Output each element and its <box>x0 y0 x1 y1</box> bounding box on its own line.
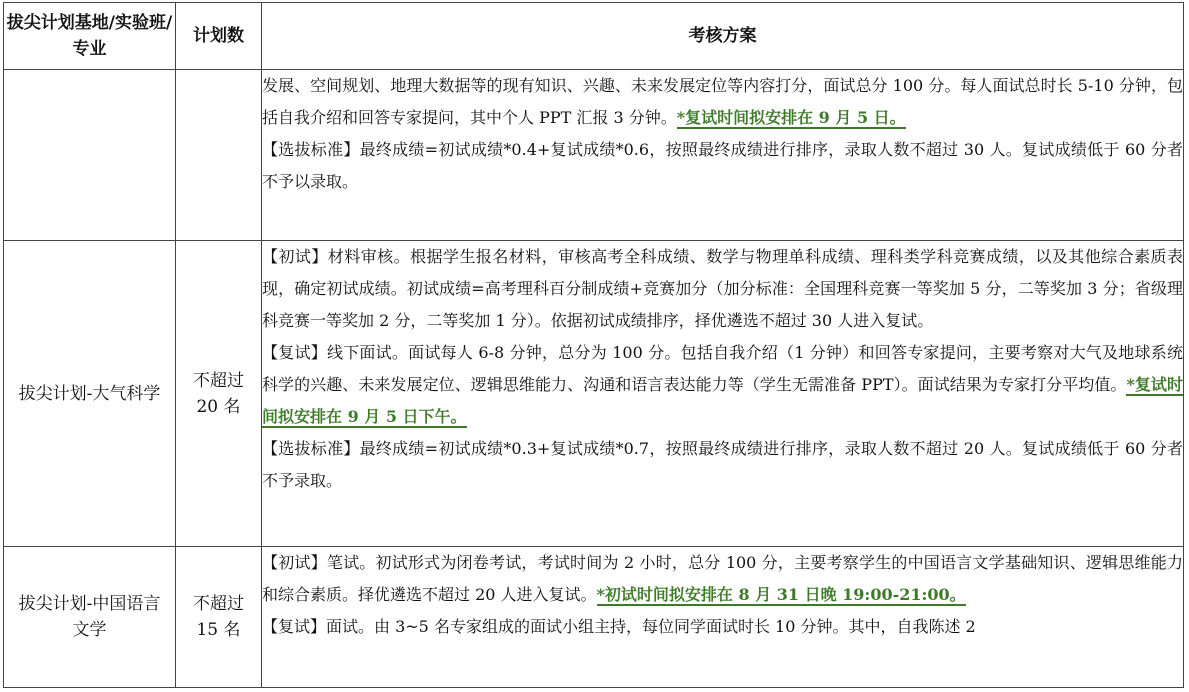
plan-paragraph: 【初试】材料审核。根据学生报名材料，审核高考全科成绩、数学与物理单科成绩、理科类学科竞赛成绩，以及其他综合素质表现，确定初试成绩。初试成绩=高考理科百分制成绩+竞赛加分（加分标准：全国理科竞赛一等奖加 5 分，二等奖加 3 分；省级理科竞赛一等奖加 2 分，二等奖加 1 分）。依据初试成绩排序，择优遴选不超过 30 人进入复试。 <box>262 247 1183 330</box>
program-name-cell <box>4 241 176 547</box>
header-assessment-plan: 考核方案 <box>262 3 1184 70</box>
plan-paragraph: 【选拔标准】最终成绩=初试成绩*0.4+复试成绩*0.6，按照最终成绩进行排序，录取人数不超过 30 人。复试成绩低于 60 分者不予以录取。 <box>262 140 1183 191</box>
header-quota: 计划数 <box>176 3 262 70</box>
quota-cell <box>176 241 262 547</box>
header-program: 拔尖计划基地/实验班/专业 <box>4 3 176 70</box>
program-name-cell <box>4 70 176 241</box>
quota-cell <box>176 70 262 241</box>
table-row <box>4 70 1184 241</box>
plan-paragraph <box>262 70 1183 134</box>
table-row <box>4 547 1184 688</box>
plan-cell <box>262 547 1184 688</box>
plan-text: 【初试】笔试。初试形式为闭卷考试，考试时间为 2 小时，总分 100 分，主要考察学生的中国语言文学基础知识、逻辑思维能力和综合素质。择优遴选不超过 20 人进入复试。 <box>262 553 1183 604</box>
schedule-note: *复试时间拟安排在 9 月 5 日。 <box>676 108 906 127</box>
plan-paragraph <box>262 337 1183 433</box>
plan-cell <box>262 241 1184 547</box>
plan-paragraph: 【选拔标准】最终成绩=初试成绩*0.3+复试成绩*0.7，按照最终成绩进行排序，录取人数不超过 20 人。复试成绩低于 60 分者不予录取。 <box>262 439 1183 490</box>
table-row <box>4 241 1184 547</box>
program-name: 拔尖计划-中国语言文学 <box>18 594 161 640</box>
schedule-note: *初试时间拟安排在 8 月 31 日晚 19:00-21:00。 <box>596 585 966 604</box>
program-name-cell <box>4 547 176 688</box>
quota-value: 不超过 15 名 <box>193 594 244 640</box>
table-header-row <box>4 3 1184 70</box>
plan-paragraph <box>262 547 1183 611</box>
plan-cell <box>262 70 1184 241</box>
admission-plan-table <box>3 2 1184 688</box>
plan-paragraph: 【复试】面试。由 3~5 名专家组成的面试小组主持，每位同学面试时长 10 分钟。其中，自我陈述 2 <box>262 617 976 636</box>
quota-cell <box>176 547 262 688</box>
quota-value: 不超过 20 名 <box>193 370 244 417</box>
program-name: 拔尖计划-大气科学 <box>18 383 161 404</box>
plan-text: 发展、空间规划、地理大数据等的现有知识、兴趣、未来发展定位等内容打分，面试总分 100 分。每人面试总时长 5-10 分钟，包括自我介绍和回答专家提问，其中个人 PPT 汇报 3 分钟。 <box>262 76 1183 127</box>
schedule-note: *复试时间拟安排在 9 月 5 日下午。 <box>262 375 1183 426</box>
plan-text: 【复试】线下面试。面试每人 6-8 分钟，总分为 100 分。包括自我介绍（1 分钟）和回答专家提问，主要考察对大气及地球系统科学的兴趣、未来发展定位、逻辑思维能力、沟通和语言表达能力等（学生无需准备 PPT）。面试结果为专家打分平均值。 <box>262 343 1183 394</box>
